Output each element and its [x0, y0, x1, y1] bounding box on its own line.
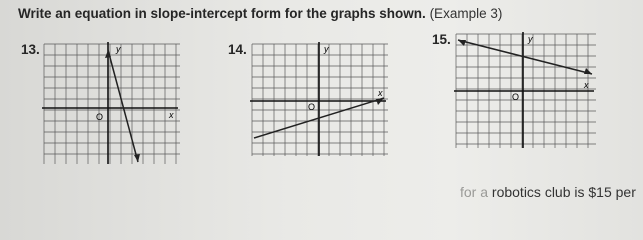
- problem-number-15: 15.: [432, 32, 451, 47]
- y-axis-label: y: [116, 44, 121, 54]
- graph-14: [252, 44, 388, 156]
- origin-label: O: [308, 102, 316, 112]
- graph-15: [456, 34, 596, 148]
- footer-text: [460, 184, 636, 200]
- y-axis-label: y: [324, 44, 329, 54]
- graph-13: [44, 44, 180, 164]
- x-axis-label: x: [584, 80, 589, 90]
- x-axis-label: x: [378, 88, 383, 98]
- footer-main-text: robotics club is $15 per: [491, 184, 636, 200]
- origin-label: O: [96, 112, 104, 122]
- coordinate-grid: [44, 44, 180, 164]
- problem-number-13: 13.: [21, 42, 40, 57]
- y-axis-label: y: [528, 34, 533, 44]
- x-axis-label: x: [169, 110, 174, 120]
- graph-line-13: [108, 50, 138, 162]
- example-reference: (Example 3): [429, 6, 503, 21]
- footer-faded-text: for a: [460, 184, 489, 200]
- origin-label: O: [512, 92, 520, 102]
- problem-number-14: 14.: [228, 42, 247, 57]
- coordinate-grid: [252, 44, 388, 156]
- instruction-text: [18, 6, 502, 21]
- instruction-main: Write an equation in slope-intercept form for the graphs shown.: [18, 6, 426, 21]
